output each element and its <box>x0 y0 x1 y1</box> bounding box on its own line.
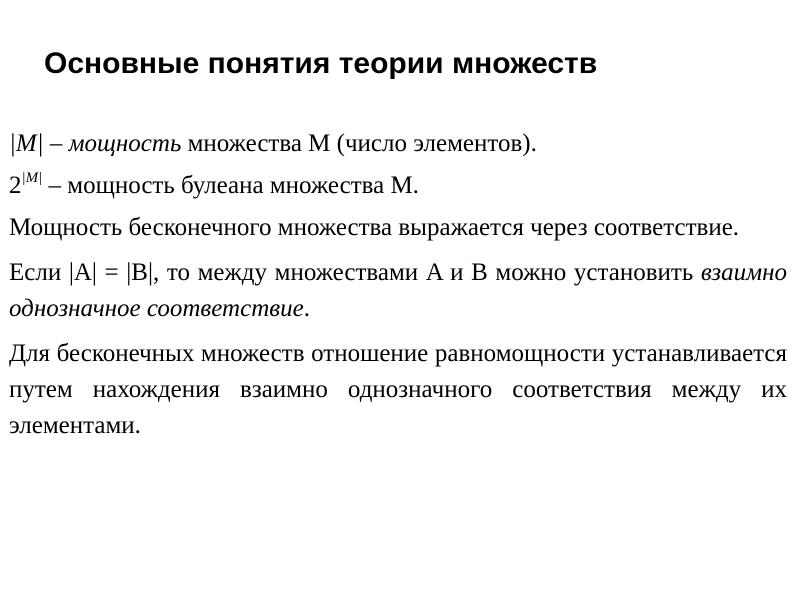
paragraph-powerset <box>9 168 787 204</box>
paragraph-cardinality <box>9 126 787 162</box>
paragraph-bijection-after: . <box>303 295 310 322</box>
cardinality-symbol: |M| <box>9 130 44 157</box>
paragraph-equipotence: Для бесконечных множеств отношение равномощности устанавливается путем нахождения взаимно однозначного соответствия между их элементами. <box>9 340 787 439</box>
powerset-exponent: |M| <box>21 170 43 186</box>
powerset-base: 2 <box>9 172 22 199</box>
paragraph-powerset-rest: – мощность булеана множества M. <box>42 172 419 199</box>
paragraph-bijection-before: Если |A| = |B|, то между множествами A и B можно установить <box>9 259 701 286</box>
paragraph-cardinality-rest: множества M (число элементов). <box>181 130 537 157</box>
term-cardinality: мощность <box>68 130 182 157</box>
dash: – <box>43 130 69 157</box>
slide-title: Основные понятия теории множеств <box>44 47 598 80</box>
term-bijection: взаимно однозначное соответствие <box>9 259 787 322</box>
paragraph-infinite-cardinality: Мощность бесконечного множества выражается через соответствие. <box>9 214 740 241</box>
slide-body <box>9 126 787 453</box>
paragraph-bijection <box>9 255 787 327</box>
